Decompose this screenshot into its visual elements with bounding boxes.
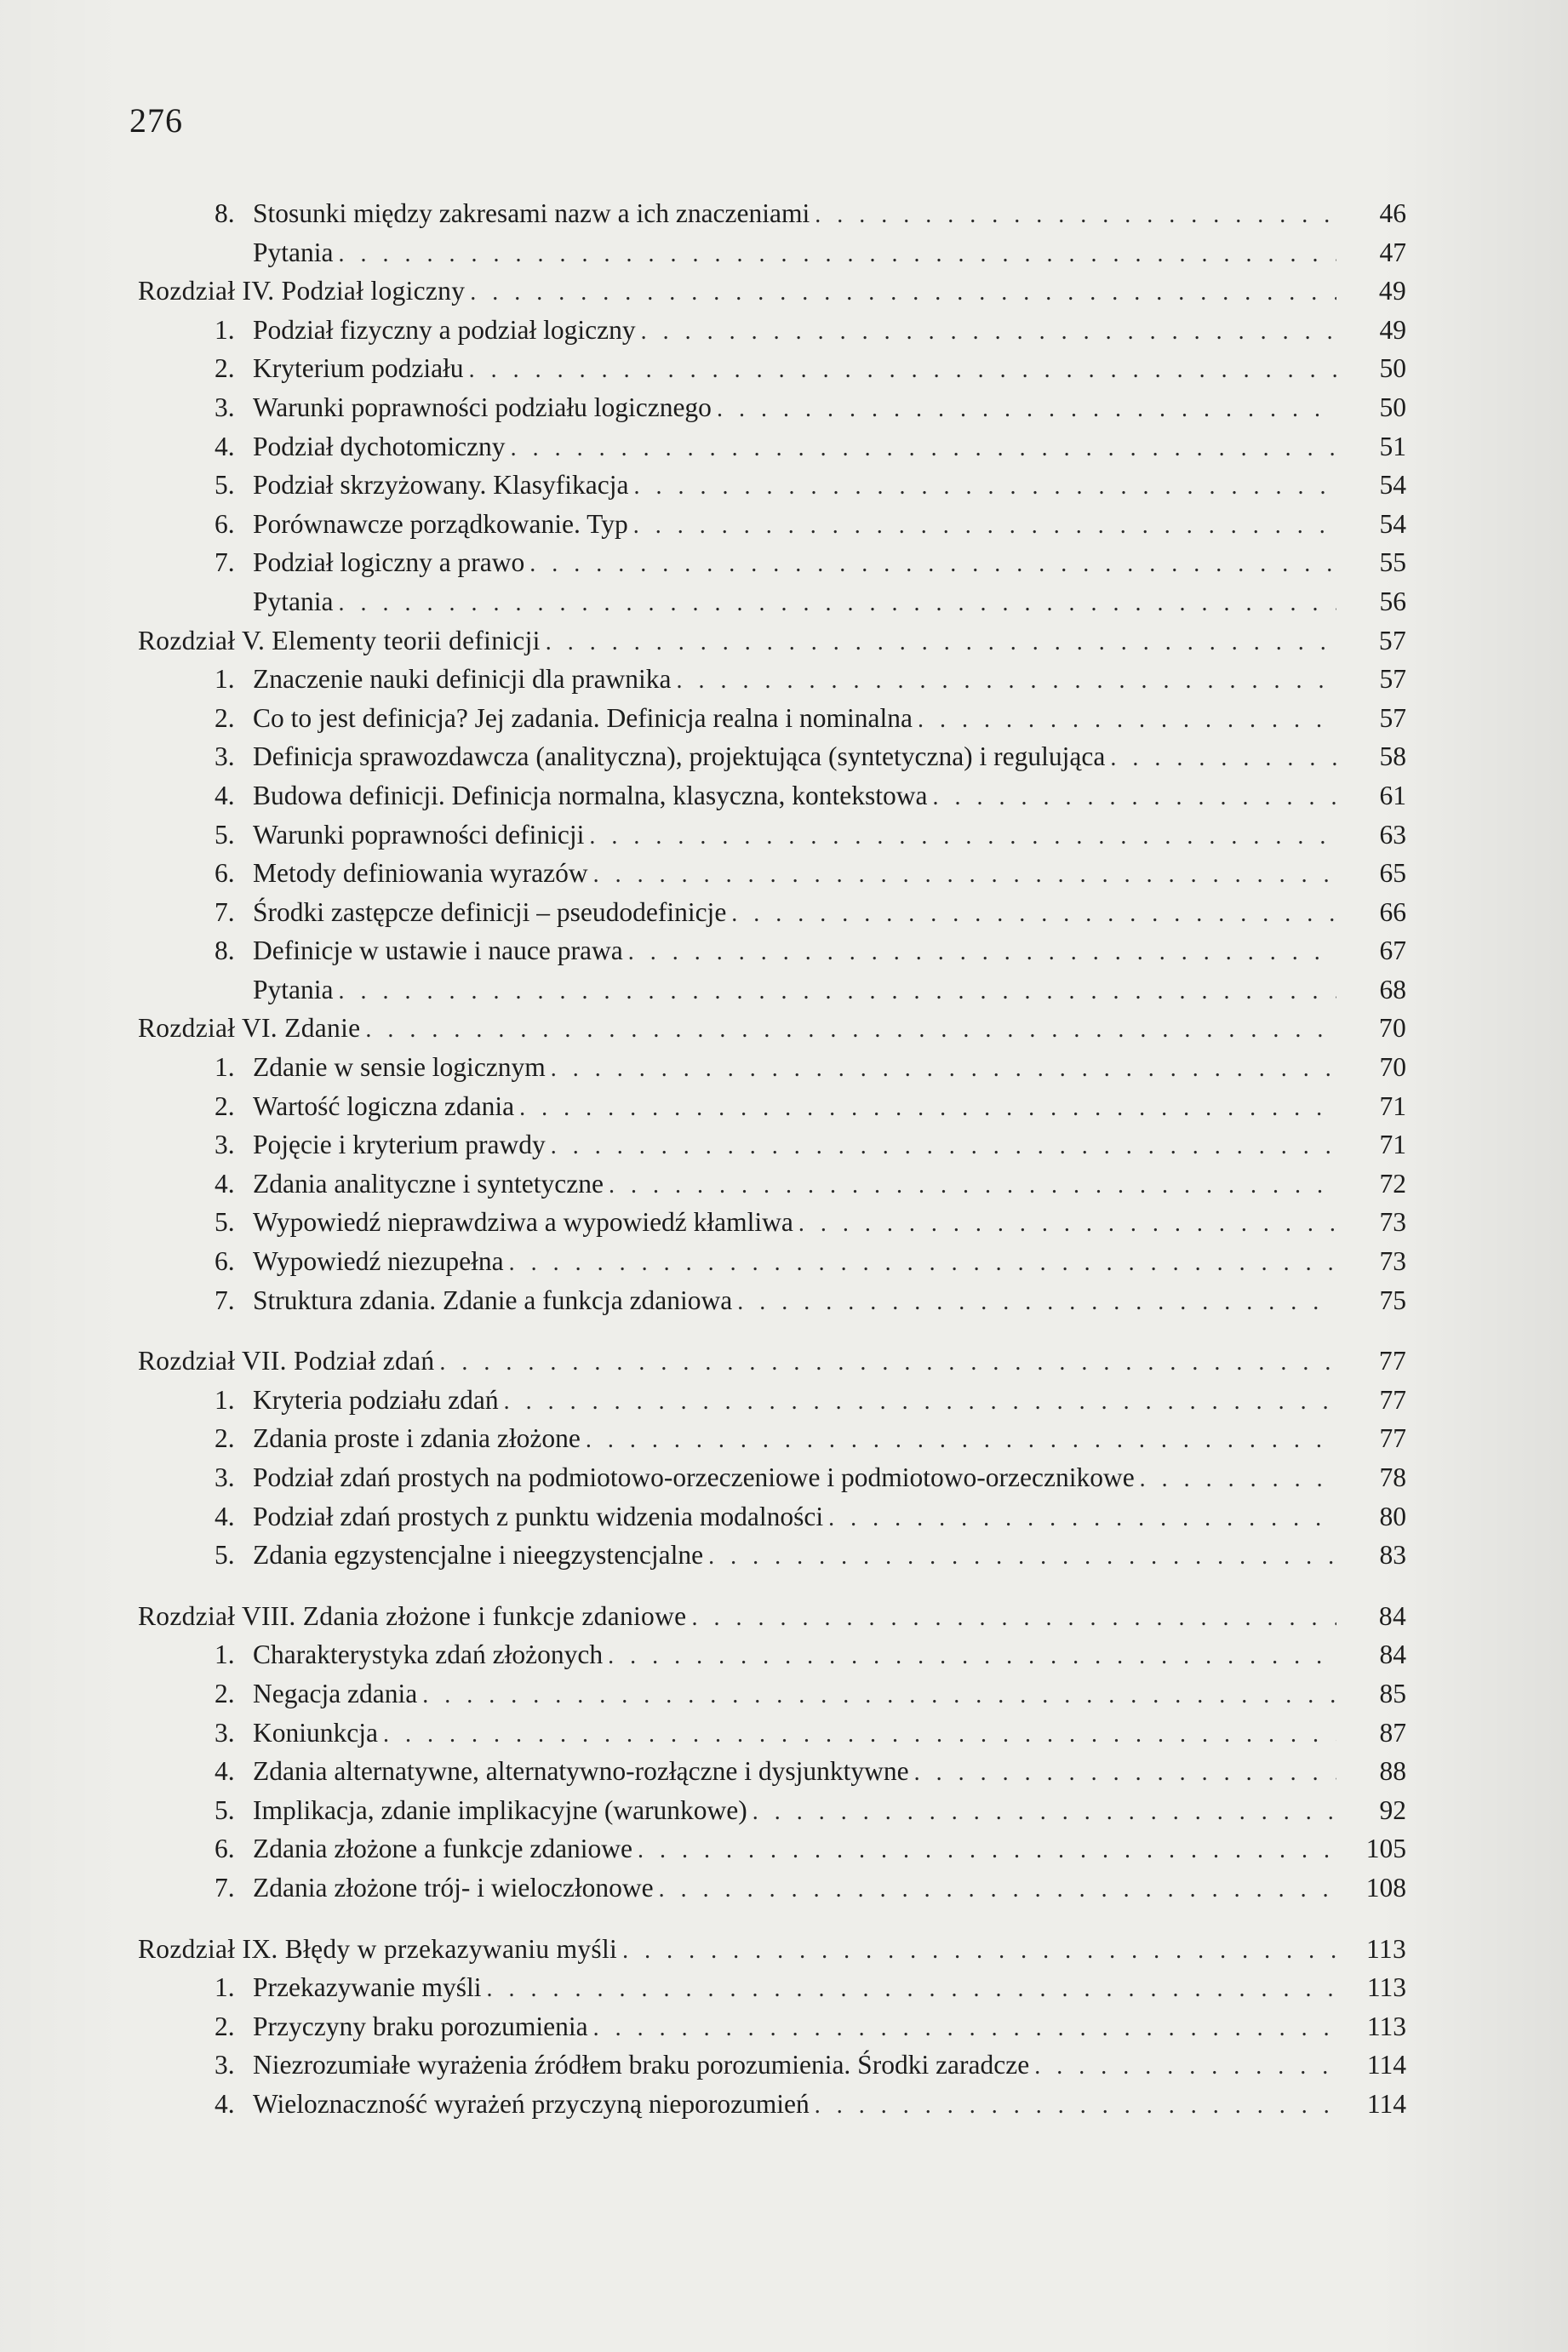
entry-title: Charakterystyka zdań złożonych bbox=[253, 1640, 604, 1670]
entry-page-number: 84 bbox=[1379, 1640, 1406, 1670]
entry-title: Warunki poprawności podziału logicznego bbox=[253, 392, 712, 422]
dot-leader bbox=[593, 2009, 1336, 2048]
entry-page-number: 57 bbox=[1379, 702, 1406, 733]
entry-title: Środki zastępcze definicji – pseudodefinicje bbox=[253, 896, 727, 927]
toc-entry bbox=[138, 931, 1406, 970]
entry-title: Podział logiczny a prawo bbox=[253, 547, 525, 578]
toc-entry bbox=[138, 427, 1406, 466]
entry-page-number: 77 bbox=[1379, 1423, 1406, 1454]
dot-leader bbox=[529, 545, 1336, 584]
dot-leader bbox=[470, 273, 1336, 312]
entry-number: 6. bbox=[215, 1246, 235, 1277]
dot-leader bbox=[365, 1010, 1336, 1050]
toc-section bbox=[138, 1597, 1406, 1908]
dot-leader bbox=[753, 1793, 1336, 1832]
dot-leader bbox=[608, 1637, 1336, 1676]
toc-entry bbox=[138, 970, 1406, 1010]
entry-title: Pytania bbox=[253, 237, 334, 267]
entry-number: 3. bbox=[215, 741, 235, 772]
dot-leader bbox=[641, 312, 1336, 352]
dot-leader bbox=[622, 1931, 1336, 1971]
entry-page-number: 70 bbox=[1379, 1052, 1406, 1083]
entry-page-number: 50 bbox=[1379, 353, 1406, 384]
toc-entry bbox=[138, 1791, 1406, 1830]
entry-title: Rozdział V. Elementy teorii definicji bbox=[138, 625, 541, 655]
entry-number: 6. bbox=[215, 508, 235, 539]
dot-leader bbox=[933, 778, 1337, 817]
entry-number: 7. bbox=[215, 1285, 235, 1315]
toc-entry bbox=[138, 1752, 1406, 1791]
entry-page-number: 84 bbox=[1378, 1600, 1406, 1631]
toc-chapter bbox=[138, 1930, 1406, 1969]
toc-entry bbox=[138, 1381, 1406, 1420]
entry-title: Podział zdań prostych na podmiotowo-orzeczeniowe i podmiotowo-orzecznikowe bbox=[253, 1462, 1135, 1492]
dot-leader bbox=[628, 933, 1336, 972]
entry-number: 2. bbox=[215, 353, 235, 384]
entry-title: Wartość logiczna zdania bbox=[253, 1090, 515, 1121]
dot-leader bbox=[677, 661, 1336, 701]
entry-title: Pojęcie i kryterium prawdy bbox=[253, 1130, 546, 1160]
dot-leader bbox=[914, 1754, 1336, 1793]
entry-number: 3. bbox=[215, 1462, 235, 1492]
toc-entry bbox=[138, 1419, 1406, 1458]
entry-title: Budowa definicji. Definicja normalna, klasyczna, kontekstowa bbox=[253, 780, 928, 810]
dot-leader bbox=[717, 390, 1336, 429]
toc-section bbox=[138, 1342, 1406, 1575]
toc-section bbox=[138, 272, 1406, 621]
entry-title: Niezrozumiałe wyrażenia źródłem braku porozumienia. Środki zaradcze bbox=[253, 2050, 1030, 2080]
dot-leader bbox=[339, 235, 1337, 274]
entry-number: 5. bbox=[215, 819, 235, 850]
entry-title: Implikacja, zdanie implikacyjne (warunkowe) bbox=[253, 1794, 747, 1825]
entry-page-number: 57 bbox=[1379, 664, 1406, 695]
dot-leader bbox=[586, 1421, 1336, 1460]
entry-number: 2. bbox=[215, 1423, 235, 1454]
dot-leader bbox=[511, 429, 1336, 468]
dot-leader bbox=[469, 351, 1336, 390]
entry-page-number: 51 bbox=[1379, 431, 1406, 461]
entry-number: 2. bbox=[215, 702, 235, 733]
dot-leader bbox=[551, 1050, 1336, 1089]
toc-entry bbox=[138, 543, 1406, 582]
toc-entry bbox=[138, 1165, 1406, 1204]
entry-number: 4. bbox=[215, 1501, 235, 1531]
dot-leader bbox=[487, 1970, 1336, 2009]
entry-number: 4. bbox=[215, 2088, 235, 2119]
toc-entry bbox=[138, 1635, 1406, 1674]
entry-title: Struktura zdania. Zdanie a funkcja zdaniowa bbox=[253, 1285, 733, 1315]
entry-page-number: 67 bbox=[1379, 936, 1406, 966]
entry-number: 7. bbox=[215, 547, 235, 578]
dot-leader bbox=[519, 1089, 1336, 1128]
entry-number: 3. bbox=[215, 392, 235, 422]
entry-page-number: 65 bbox=[1379, 858, 1406, 889]
entry-number: 3. bbox=[215, 1717, 235, 1748]
dot-leader bbox=[339, 972, 1337, 1011]
toc-chapter bbox=[138, 1009, 1406, 1048]
entry-title: Zdanie w sensie logicznym bbox=[253, 1052, 546, 1083]
toc-entry bbox=[138, 1536, 1406, 1575]
dot-leader bbox=[731, 895, 1336, 934]
entry-page-number: 113 bbox=[1366, 1933, 1406, 1964]
entry-title: Definicje w ustawie i nauce prawa bbox=[253, 936, 623, 966]
entry-number: 2. bbox=[215, 1678, 235, 1708]
entry-title: Wypowiedź niezupełna bbox=[253, 1246, 504, 1277]
entry-title: Warunki poprawności definicji bbox=[253, 819, 585, 850]
entry-title: Znaczenie nauki definicji dla prawnika bbox=[253, 664, 672, 695]
entry-page-number: 92 bbox=[1379, 1794, 1406, 1825]
dot-leader bbox=[815, 2086, 1336, 2126]
entry-page-number: 63 bbox=[1379, 819, 1406, 850]
entry-title: Podział fizyczny a podział logiczny bbox=[253, 314, 636, 345]
entry-title: Rozdział VI. Zdanie bbox=[138, 1013, 361, 1044]
entry-title: Kryteria podziału zdań bbox=[253, 1384, 499, 1415]
dot-leader bbox=[737, 1283, 1336, 1322]
entry-page-number: 71 bbox=[1379, 1130, 1406, 1160]
entry-number: 5. bbox=[215, 1794, 235, 1825]
entry-title: Wypowiedź nieprawdziwa a wypowiedź kłamliwa bbox=[253, 1207, 793, 1238]
toc-entry bbox=[138, 776, 1406, 815]
entry-number: 1. bbox=[215, 664, 235, 695]
entry-page-number: 71 bbox=[1379, 1090, 1406, 1121]
entry-number: 1. bbox=[215, 1640, 235, 1670]
toc-entry bbox=[138, 893, 1406, 932]
toc-entry bbox=[138, 2046, 1406, 2085]
toc-section bbox=[138, 194, 1406, 272]
entry-title: Zdania alternatywne, alternatywno-rozłączne i dysjunktywne bbox=[253, 1756, 909, 1787]
entry-title: Zdania złożone a funkcje zdaniowe bbox=[253, 1834, 633, 1864]
toc-entry bbox=[138, 1458, 1406, 1497]
entry-title: Pytania bbox=[253, 974, 334, 1004]
entry-number: 3. bbox=[215, 2050, 235, 2080]
entry-page-number: 66 bbox=[1379, 896, 1406, 927]
entry-page-number: 49 bbox=[1379, 314, 1406, 345]
entry-title: Rozdział VII. Podział zdań bbox=[138, 1346, 435, 1376]
entry-title: Porównawcze porządkowanie. Typ bbox=[253, 508, 628, 539]
toc-entry bbox=[138, 1868, 1406, 1908]
dot-leader bbox=[633, 506, 1336, 546]
entry-number: 4. bbox=[215, 780, 235, 810]
entry-page-number: 73 bbox=[1379, 1246, 1406, 1277]
dot-leader bbox=[593, 856, 1336, 895]
entry-page-number: 88 bbox=[1379, 1756, 1406, 1787]
entry-page-number: 78 bbox=[1379, 1462, 1406, 1492]
toc-entry bbox=[138, 2085, 1406, 2124]
entry-number: 6. bbox=[215, 858, 235, 889]
entry-title: Podział zdań prostych z punktu widzenia modalności bbox=[253, 1501, 824, 1531]
toc-chapter bbox=[138, 272, 1406, 311]
entry-page-number: 73 bbox=[1379, 1207, 1406, 1238]
toc-section bbox=[138, 621, 1406, 1010]
entry-page-number: 87 bbox=[1379, 1717, 1406, 1748]
entry-page-number: 75 bbox=[1379, 1285, 1406, 1315]
entry-title: Pytania bbox=[253, 586, 334, 616]
toc-entry bbox=[138, 1203, 1406, 1242]
entry-title: Metody definiowania wyrazów bbox=[253, 858, 588, 889]
entry-number: 4. bbox=[215, 1168, 235, 1199]
entry-title: Definicja sprawozdawcza (analityczna), projektująca (syntetyczna) i regulująca bbox=[253, 741, 1106, 772]
entry-title: Zdania proste i zdania złożone bbox=[253, 1423, 581, 1454]
entry-title: Koniunkcja bbox=[253, 1717, 378, 1748]
dot-leader bbox=[509, 1244, 1336, 1283]
entry-page-number: 113 bbox=[1366, 1972, 1406, 2003]
entry-title: Przyczyny braku porozumienia bbox=[253, 2011, 588, 2041]
entry-number: 4. bbox=[215, 1756, 235, 1787]
entry-title: Zdania analityczne i syntetyczne bbox=[253, 1168, 604, 1199]
toc-entry bbox=[138, 854, 1406, 893]
dot-leader bbox=[1034, 2047, 1336, 2086]
entry-number: 5. bbox=[215, 1207, 235, 1238]
entry-page-number: 72 bbox=[1379, 1168, 1406, 1199]
entry-page-number: 113 bbox=[1366, 2011, 1406, 2041]
toc-entry bbox=[138, 1125, 1406, 1165]
toc-entry bbox=[138, 1674, 1406, 1714]
entry-page-number: 114 bbox=[1366, 2088, 1406, 2119]
entry-number: 8. bbox=[215, 936, 235, 966]
toc-entry bbox=[138, 1087, 1406, 1126]
entry-page-number: 83 bbox=[1379, 1540, 1406, 1571]
entry-number: 1. bbox=[215, 314, 235, 345]
dot-leader bbox=[1110, 739, 1336, 778]
entry-number: 5. bbox=[215, 470, 235, 501]
toc-entry bbox=[138, 1968, 1406, 2007]
entry-number: 7. bbox=[215, 896, 235, 927]
dot-leader bbox=[659, 1870, 1336, 1909]
entry-page-number: 50 bbox=[1379, 392, 1406, 422]
toc-chapter bbox=[138, 1342, 1406, 1381]
toc-entry bbox=[138, 1281, 1406, 1320]
entry-title: Stosunki między zakresami nazw a ich znaczeniami bbox=[253, 198, 810, 228]
entry-title: Przekazywanie myśli bbox=[253, 1972, 482, 2003]
dot-leader bbox=[828, 1499, 1336, 1538]
dot-leader bbox=[422, 1676, 1336, 1715]
dot-leader bbox=[633, 467, 1336, 506]
toc-entry bbox=[138, 2007, 1406, 2046]
toc-entry bbox=[138, 1242, 1406, 1281]
toc-entry bbox=[138, 388, 1406, 427]
toc-entry bbox=[138, 1497, 1406, 1537]
entry-number: 4. bbox=[215, 431, 235, 461]
entry-page-number: 49 bbox=[1378, 276, 1406, 306]
dot-leader bbox=[589, 817, 1336, 856]
entry-number: 2. bbox=[215, 1090, 235, 1121]
entry-number: 8. bbox=[215, 198, 235, 228]
dot-leader bbox=[551, 1127, 1336, 1166]
dot-leader bbox=[546, 623, 1336, 662]
entry-title: Zdania złożone trój- i wieloczłonowe bbox=[253, 1872, 654, 1903]
entry-title: Podział dychotomiczny bbox=[253, 431, 506, 461]
table-of-contents bbox=[138, 194, 1406, 2124]
dot-leader bbox=[504, 1382, 1336, 1422]
dot-leader bbox=[383, 1715, 1336, 1754]
dot-leader bbox=[798, 1205, 1336, 1244]
entry-page-number: 55 bbox=[1379, 547, 1406, 578]
toc-entry bbox=[138, 505, 1406, 544]
dot-leader bbox=[708, 1537, 1336, 1577]
entry-page-number: 61 bbox=[1379, 780, 1406, 810]
dot-leader bbox=[815, 196, 1336, 235]
entry-title: Co to jest definicja? Jej zadania. Definicja realna i nominalna bbox=[253, 702, 913, 733]
dot-leader bbox=[691, 1599, 1336, 1638]
toc-entry bbox=[138, 349, 1406, 388]
entry-page-number: 105 bbox=[1365, 1834, 1406, 1864]
entry-page-number: 47 bbox=[1379, 237, 1406, 267]
entry-page-number: 56 bbox=[1379, 586, 1406, 616]
toc-entry bbox=[138, 582, 1406, 621]
entry-title: Kryterium podziału bbox=[253, 353, 464, 384]
entry-title: Rozdział VIII. Zdania złożone i funkcje zdaniowe bbox=[138, 1600, 687, 1631]
entry-page-number: 54 bbox=[1379, 470, 1406, 501]
entry-number: 2. bbox=[215, 2011, 235, 2041]
toc-entry bbox=[138, 466, 1406, 505]
toc-entry bbox=[138, 660, 1406, 699]
toc-entry bbox=[138, 737, 1406, 776]
toc-entry bbox=[138, 1829, 1406, 1868]
toc-entry bbox=[138, 1714, 1406, 1753]
entry-number: 5. bbox=[215, 1540, 235, 1571]
entry-number: 3. bbox=[215, 1130, 235, 1160]
entry-page-number: 58 bbox=[1379, 741, 1406, 772]
entry-number: 1. bbox=[215, 1052, 235, 1083]
dot-leader bbox=[638, 1831, 1336, 1870]
toc-entry bbox=[138, 699, 1406, 738]
dot-leader bbox=[339, 584, 1337, 623]
dot-leader bbox=[609, 1166, 1336, 1205]
entry-page-number: 57 bbox=[1378, 625, 1406, 655]
toc-entry bbox=[138, 233, 1406, 272]
entry-title: Wieloznaczność wyrażeń przyczyną nieporozumień bbox=[253, 2088, 810, 2119]
entry-page-number: 54 bbox=[1379, 508, 1406, 539]
toc-chapter bbox=[138, 1597, 1406, 1636]
dot-leader bbox=[1140, 1460, 1336, 1499]
entry-number: 1. bbox=[215, 1972, 235, 2003]
entry-number: 6. bbox=[215, 1834, 235, 1864]
page-number: 276 bbox=[129, 101, 183, 140]
entry-page-number: 108 bbox=[1365, 1872, 1406, 1903]
entry-title: Rozdział IX. Błędy w przekazywaniu myśli bbox=[138, 1933, 618, 1964]
entry-page-number: 77 bbox=[1378, 1346, 1406, 1376]
entry-page-number: 85 bbox=[1379, 1678, 1406, 1708]
toc-entry bbox=[138, 815, 1406, 855]
entry-title: Zdania egzystencjalne i nieegzystencjalne bbox=[253, 1540, 704, 1571]
entry-page-number: 114 bbox=[1366, 2050, 1406, 2080]
entry-page-number: 46 bbox=[1379, 198, 1406, 228]
toc-section bbox=[138, 1930, 1406, 2124]
entry-title: Negacja zdania bbox=[253, 1678, 418, 1708]
entry-page-number: 77 bbox=[1379, 1384, 1406, 1415]
entry-title: Rozdział IV. Podział logiczny bbox=[138, 276, 466, 306]
dot-leader bbox=[918, 701, 1336, 740]
toc-entry bbox=[138, 311, 1406, 350]
dot-leader bbox=[439, 1343, 1336, 1382]
toc-entry bbox=[138, 1048, 1406, 1087]
entry-number: 1. bbox=[215, 1384, 235, 1415]
entry-page-number: 70 bbox=[1378, 1013, 1406, 1044]
entry-page-number: 68 bbox=[1379, 974, 1406, 1004]
toc-chapter bbox=[138, 621, 1406, 661]
entry-title: Podział skrzyżowany. Klasyfikacja bbox=[253, 470, 629, 501]
toc-entry bbox=[138, 194, 1406, 233]
entry-page-number: 80 bbox=[1379, 1501, 1406, 1531]
entry-number: 7. bbox=[215, 1872, 235, 1903]
toc-section bbox=[138, 1009, 1406, 1319]
